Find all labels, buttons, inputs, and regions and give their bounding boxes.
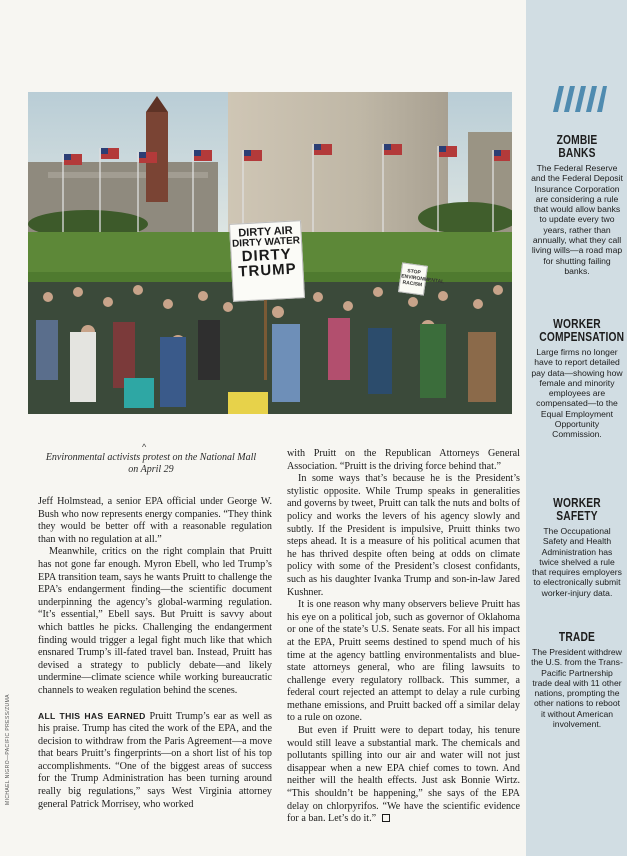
article-column-2 [287,448,520,826]
col2-paragraph-4 [287,725,520,826]
sidebar-item-zombie-banks [531,134,623,276]
sidebar-heading: ZOMBIE BANKS [556,133,598,160]
sidebar-item-trade [531,631,623,729]
sidebar-heading: WORKER SAFETY [553,496,601,523]
sidebar-text: The Federal Reserve and the Federal Deposit Insurance Corporation are considering a rule that would allow banks to update every two years, rather than annually, what they call living wills—a road map for shutting failing banks. [531,163,623,276]
caption-caret-icon: ^ [142,442,147,452]
sidebar-item-worker-compensation [531,318,623,440]
small-protest-sign: STOP ENVIRONMENTAL RACISM [398,262,428,295]
protest-sign-line-2: DIRTY WATER [231,235,301,250]
sidebar-heading: TRADE [558,630,596,644]
sidebar-text: Large firms no longer have to report detailed pay data—showing how female and minority employees are compensated—to the Equal Employment Opportunity Commission. [531,347,623,440]
col1-paragraph-3-text: Pruitt Trump’s ear as well as his praise. Trump has cited the work of the EPA, and the decision to withdraw from the Paris Agreement—a move that bears Pruitt’s fingerprints—on a short list of his top accomplishments. “One of the biggest areas of success for the Trump Administration has been turning around really big regulations,” says West Virginia attorney general Patrick Morrisey, who worked [38,710,273,810]
protest-photo [28,92,512,414]
protest-sign-line-4: TRUMP [237,260,298,281]
protest-sign-line-3: DIRTY [241,245,293,266]
section-break [38,698,272,710]
sidebar-text: The Occupational Safety and Health Administration has twice shelved a rule that requires employers to electronically submit worker-injury data. [532,526,622,598]
article-column-1 [38,496,272,811]
col2-paragraph-3: It is one reason why many observers believe Pruitt has his eye on a political job, such as governor of Oklahoma or one of the state’s U.S. Senate seats. For all his impact at the EPA, Pruitt seems destined to spend much of his time at the agency battling environmentalists and blue-state attorneys general, who are filing lawsuits to challenge every regulatory rollback. This summer, a federal court rejected an attempt to delay a rule curbing methane emissions, and Pruitt backed off a similar delay to a rule on ozone. [287,599,520,724]
col2-paragraph-1: with Pruitt on the Republican Attorneys General Association. “Pruitt is the driving force behind that.” [287,448,520,472]
slash-marks-icon [547,86,607,112]
sidebar-item-worker-safety [531,497,623,598]
protest-sign [229,220,305,302]
sign-pole [264,300,267,380]
col1-paragraph-1: Jeff Holmstead, a senior EPA official under George W. Bush who now represents energy companies. “They think they would be better off with a reasonable regulation than with no regulation at all.” [38,496,272,545]
sidebar-heading: WORKER COMPENSATION [539,317,625,344]
photo-credit: MICHAEL NIGRO—PACIFIC PRESS/ZUMA [5,694,11,805]
col2-paragraph-2: In some ways that’s because he is the President’s stylistic opposite. While Trump speaks in generalities and governs by tweet, Pruitt can talk the nuts and bolts of policy and works the levers of his agency slowly and subtly. If the President is impulsive, Pruitt thinks two steps ahead. It is a measure of his political acumen that he has thrived despite often being at odds on climate policy with some of the President’s closest confidants, such as his daughter Ivanka Trump and son-in-law Jared Kushner. [287,473,520,598]
section-lead-in: ALL THIS HAS EARNED [38,710,146,721]
col1-paragraph-2: Meanwhile, critics on the right complain that Pruitt has not gone far enough. Myron Ebell, who led Trump’s EPA transition team, says he wants Pruitt to challenge the EPA’s endangerment finding—the scientific document underpinning the agency’s global-warming regulation. “It’s essential,” Ebell says. But Pruitt is savvy about which battles he picks. Challenging the endangerment finding would trigger a legal fight much like that which ensnared Trump’s ill-fated travel ban. Instead, Pruitt has devised a strategy to publicly debate—and likely undermine—climate science while working bureaucratic channels to weaken regulation behind the scenes. [38,546,272,696]
end-of-article-icon [382,814,390,822]
sidebar-text: The President withdrew the U.S. from the Trans-Pacific Partnership trade deal with 11 other nations, prompting the other nations to reboot it without American involvement. [531,647,623,730]
photo-caption: Environmental activists protest on the National Mall on April 29 [45,452,257,475]
col1-paragraph-3 [38,710,272,812]
protest-sign-line-1: DIRTY AIR [238,224,293,240]
col2-paragraph-4-text: But even if Pruitt were to depart today, his tenure would still leave a substantial mark. The chemicals and pollutants spilling into our air and water will not just disappear when a new EPA chief comes to town. And neither will the health effects. Just ask Bonnie Wirtz. “This shouldn’t be happening,” she says of the EPA delay on chlorpyrifos. “We have the scientific evidence for a ban. Let’s do it.” [287,725,520,825]
